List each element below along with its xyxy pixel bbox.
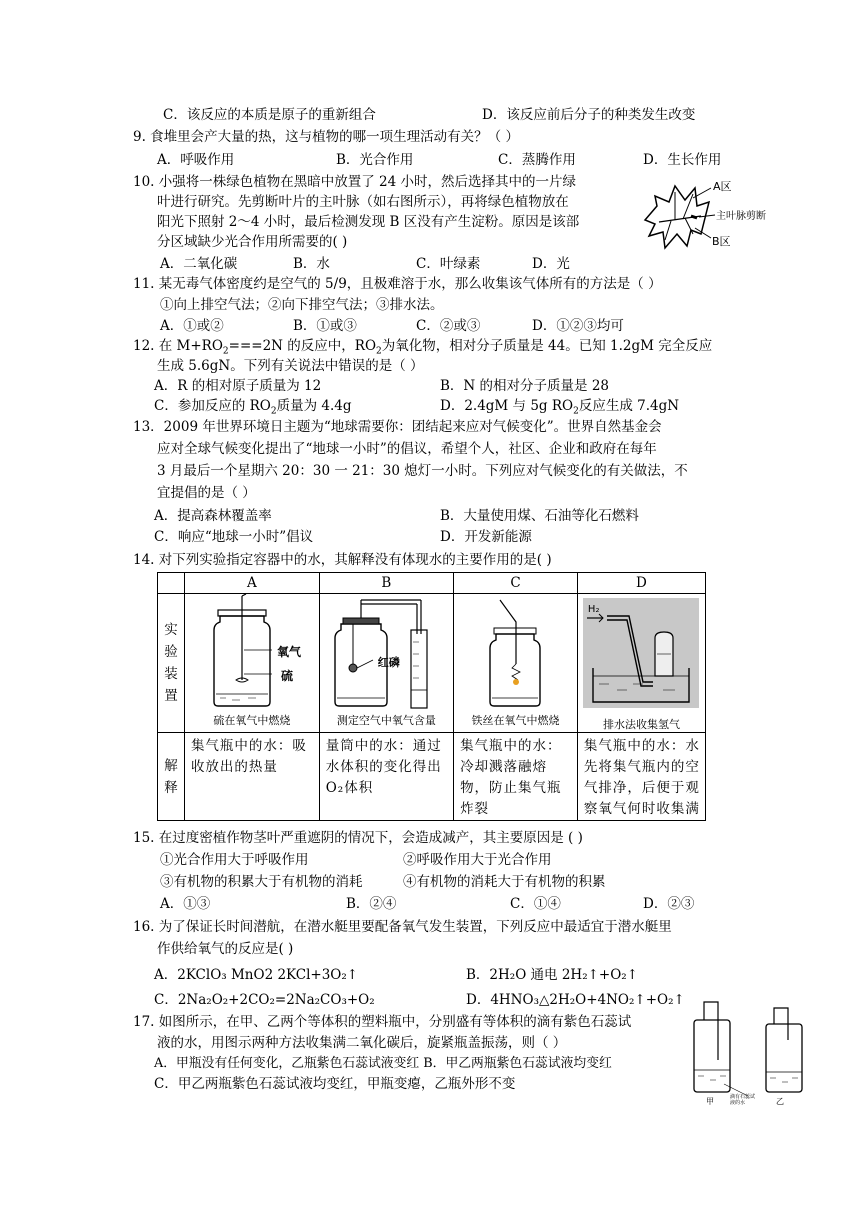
q11-option-a: A．①或② (160, 318, 224, 334)
q13-option-a: A．提高森林覆盖率 (154, 508, 272, 524)
q10-line-4: 分区域缺少光合作用所需要的( ) (157, 234, 348, 250)
caption-c: 铁丝在氧气中燃烧 (471, 714, 560, 727)
explanation-c (454, 733, 578, 821)
row-label-explanation (158, 733, 185, 821)
q12-line-2: 生成 5.6gN。下列有关说法中错误的是（ ） (157, 358, 424, 374)
q12-text-a: 12. 在 M+RO (133, 338, 223, 354)
apparatus-b (319, 594, 453, 733)
col-header-c: C (454, 573, 578, 594)
row-label-apparatus (158, 594, 185, 733)
q15-option-a: A．①③ (160, 896, 211, 912)
q15-stem: 15. 在过度密植作物茎叶严重遮阴的情况下，会造成减产，其主要原因是 ( ) (133, 830, 583, 846)
q12-sub: 2 (376, 346, 382, 357)
label-oxygen: 氧气 (276, 645, 301, 659)
leaf-figure (635, 178, 775, 258)
phosphorus-apparatus-drawing (323, 594, 449, 712)
q12-option-c (154, 397, 352, 415)
q12-c-text-2: 质量为 4.4g (276, 398, 352, 414)
q17-option-c: C．甲乙两瓶紫色石蕊试液均变红，甲瓶变瘪，乙瓶外形不变 (154, 1076, 516, 1092)
q12-text-b: ===2N 的反应中，RO (228, 338, 377, 354)
label-h2: H₂ (587, 604, 600, 615)
q15-statement-2: ②呼吸作用大于光合作用 (403, 852, 552, 868)
leaf-label-vein: 主叶脉剪断 (716, 211, 766, 222)
explanation-b-text: 量筒中的水：通过水体积的变化得出O₂体积 (325, 738, 442, 796)
q12-option-a: A．R 的相对原子质量为 12 (154, 378, 322, 394)
row-label-apparatus-text: 实验装置 (164, 622, 178, 704)
q9-option-a: A．呼吸作用 (157, 152, 235, 168)
q10-option-b: B．水 (293, 256, 330, 272)
q15-option-b: B．②④ (346, 896, 397, 912)
q13-option-b: B．大量使用煤、石油等化石燃料 (440, 508, 639, 524)
q15-statement-1: ①光合作用大于呼吸作用 (160, 852, 309, 868)
iron-wire-jar-drawing (460, 594, 570, 712)
q15-option-c: C．①④ (510, 896, 561, 912)
explanation-b (319, 733, 453, 821)
table-corner (158, 573, 185, 594)
apparatus-a (184, 594, 319, 733)
q15-statement-3: ③有机物的积累大于有机物的消耗 (160, 874, 363, 890)
q12-c-text: C．参加反应的 RO (154, 398, 271, 414)
q12-text-c: 为氧化物，相对分子质量是 44。已知 1.2gM 完全反应 (381, 338, 713, 354)
q15-option-d: D．②③ (643, 896, 695, 912)
q16-option-a: A．2KClO₃ MnO2 2KCl+3O₂↑ (154, 967, 359, 983)
explanation-d (577, 733, 705, 821)
col-header-b: B (319, 573, 453, 594)
q9-option-b: B．光合作用 (336, 152, 414, 168)
q12-sub: 2 (573, 406, 579, 417)
q13-option-d: D．开发新能源 (440, 529, 532, 545)
bottle-label-yi: 乙 (776, 1097, 784, 1106)
q13-line-3: 3 月最后一个星期六 20：30 一 21：30 熄灯一小时。下列应对气候变化的有关做法，不 (157, 463, 688, 479)
col-header-d: D (577, 573, 705, 594)
label-phosphorus: 红磷 (377, 656, 400, 669)
q14-stem: 14. 对下列实验指定容器中的水，其解释没有体现水的主要作用的是( ) (133, 552, 552, 568)
q9-option-d: D．生长作用 (643, 152, 722, 168)
q10-line-2: 叶进行研究。先剪断叶片的主叶脉（如右图所示），再将绿色植物放在 (157, 194, 569, 210)
q10-line-1: 10. 小强将一株绿色植物在黑暗中放置了 24 小时，然后选择其中的一片绿 (133, 174, 577, 190)
q12-d-text: D．2.4gM 与 5g RO (440, 398, 574, 414)
q9-stem: 9. 食堆里会产大量的热，这与植物的哪一项生理活动有关？（ ） (133, 129, 519, 145)
leaf-label-a: A区 (713, 180, 732, 193)
q11-line-1: 11. 某无毒气体密度约是空气的 5/9，且极难溶于水，那么收集该气体所有的方法是（ ） (133, 276, 662, 292)
caption-d: 排水法收集氢气 (602, 718, 680, 731)
q11-option-c: C．②或③ (416, 318, 481, 334)
q13-line-2: 应对全球气候变化提出了“地球一小时”的倡议，希望个人，社区、企业和政府在每年 (157, 441, 657, 457)
bottles-figure (690, 1000, 810, 1112)
caption-a: 硫在氧气中燃烧 (213, 714, 291, 727)
row-label-explanation-text: 解释 (164, 757, 178, 796)
q13-option-c: C．响应“地球一小时”倡议 (154, 529, 314, 545)
label-sulfur: 硫 (280, 669, 293, 683)
bottle-note: 滴有石蕊试液的水 (730, 1094, 756, 1106)
q11-line-2: ①向上排空气法；②向下排空气法；③排水法。 (160, 297, 444, 313)
hydrogen-collection-photo (583, 598, 699, 714)
q12-line-1 (133, 337, 712, 355)
q14-experiment-table (157, 572, 706, 821)
q12-d-text-2: 反应生成 7.4gN (578, 398, 680, 414)
q10-option-a: A．二氧化碳 (160, 256, 238, 272)
q10-option-c: C．叶绿素 (416, 256, 481, 272)
q12-sub: 2 (222, 346, 229, 357)
q8-option-d: D．该反应前后分子的种类发生改变 (482, 107, 696, 123)
q9-option-c: C．蒸腾作用 (498, 152, 576, 168)
q16-option-b: B．2H₂O 通电 2H₂↑+O₂↑ (466, 967, 639, 983)
col-header-a: A (184, 573, 319, 594)
q8-option-c: C．该反应的本质是原子的重新组合 (163, 107, 376, 123)
caption-b: 测定空气中氧气含量 (336, 714, 436, 727)
q11-option-d: D．①②③均可 (532, 318, 624, 334)
q17-line-2: 液的水，用图示两种方法收集满二氧化碳后，旋紧瓶盖振荡，则（ ） (157, 1035, 567, 1051)
q17-options-ab: A．甲瓶没有任何变化，乙瓶紫色石蕊试液变红 B．甲乙两瓶紫色石蕊试液均变红 (154, 1056, 612, 1071)
q10-line-3: 阳光下照射 2～4 小时，最后检测发现 B 区没有产生淀粉。原因是该部 (157, 214, 580, 230)
q16-line-1: 16. 为了保证长时间潜航，在潜水艇里要配备氧气发生装置，下列反应中最适宜于潜水艇里 (133, 919, 672, 935)
explanation-a (184, 733, 319, 821)
bottle-label-jia: 甲 (706, 1097, 714, 1106)
q13-line-4: 宜提倡的是（ ） (157, 485, 256, 501)
q17-line-1: 17. 如图所示，在甲、乙两个等体积的塑料瓶中，分别盛有等体积的滴有紫色石蕊试 (133, 1014, 632, 1030)
apparatus-c (454, 594, 578, 733)
q15-statement-4: ④有机物的消耗大于有机物的积累 (403, 874, 606, 890)
q12-option-b: B．N 的相对分子质量是 28 (440, 378, 609, 394)
explanation-a-text: 集气瓶中的水：吸收放出的热量 (190, 738, 307, 775)
explanation-d-text: 集气瓶中的水：水先将集气瓶内的空气排净，后便于观察氧气何时收集满 (583, 738, 700, 817)
q16-line-2: 作供给氧气的反应是( ) (157, 941, 294, 957)
explanation-c-text: 集气瓶中的水：冷却溅落融熔物，防止集气瓶炸裂 (460, 738, 562, 817)
q11-option-b: B．①或③ (293, 318, 357, 334)
q16-option-d: D．4HNO₃△2H₂O+4NO₂↑+O₂↑ (466, 992, 685, 1008)
q12-sub: 2 (270, 406, 277, 417)
leaf-label-b: B区 (712, 235, 731, 248)
q10-option-d: D．光 (532, 256, 570, 272)
q16-option-c: C．2Na₂O₂+2CO₂=2Na₂CO₃+O₂ (154, 992, 375, 1008)
apparatus-d (577, 594, 705, 733)
q12-option-d (440, 397, 679, 415)
q13-line-1: 13．2009 年世界环境日主题为“地球需要你：团结起来应对气候变化”。世界自然基金会 (133, 419, 662, 435)
